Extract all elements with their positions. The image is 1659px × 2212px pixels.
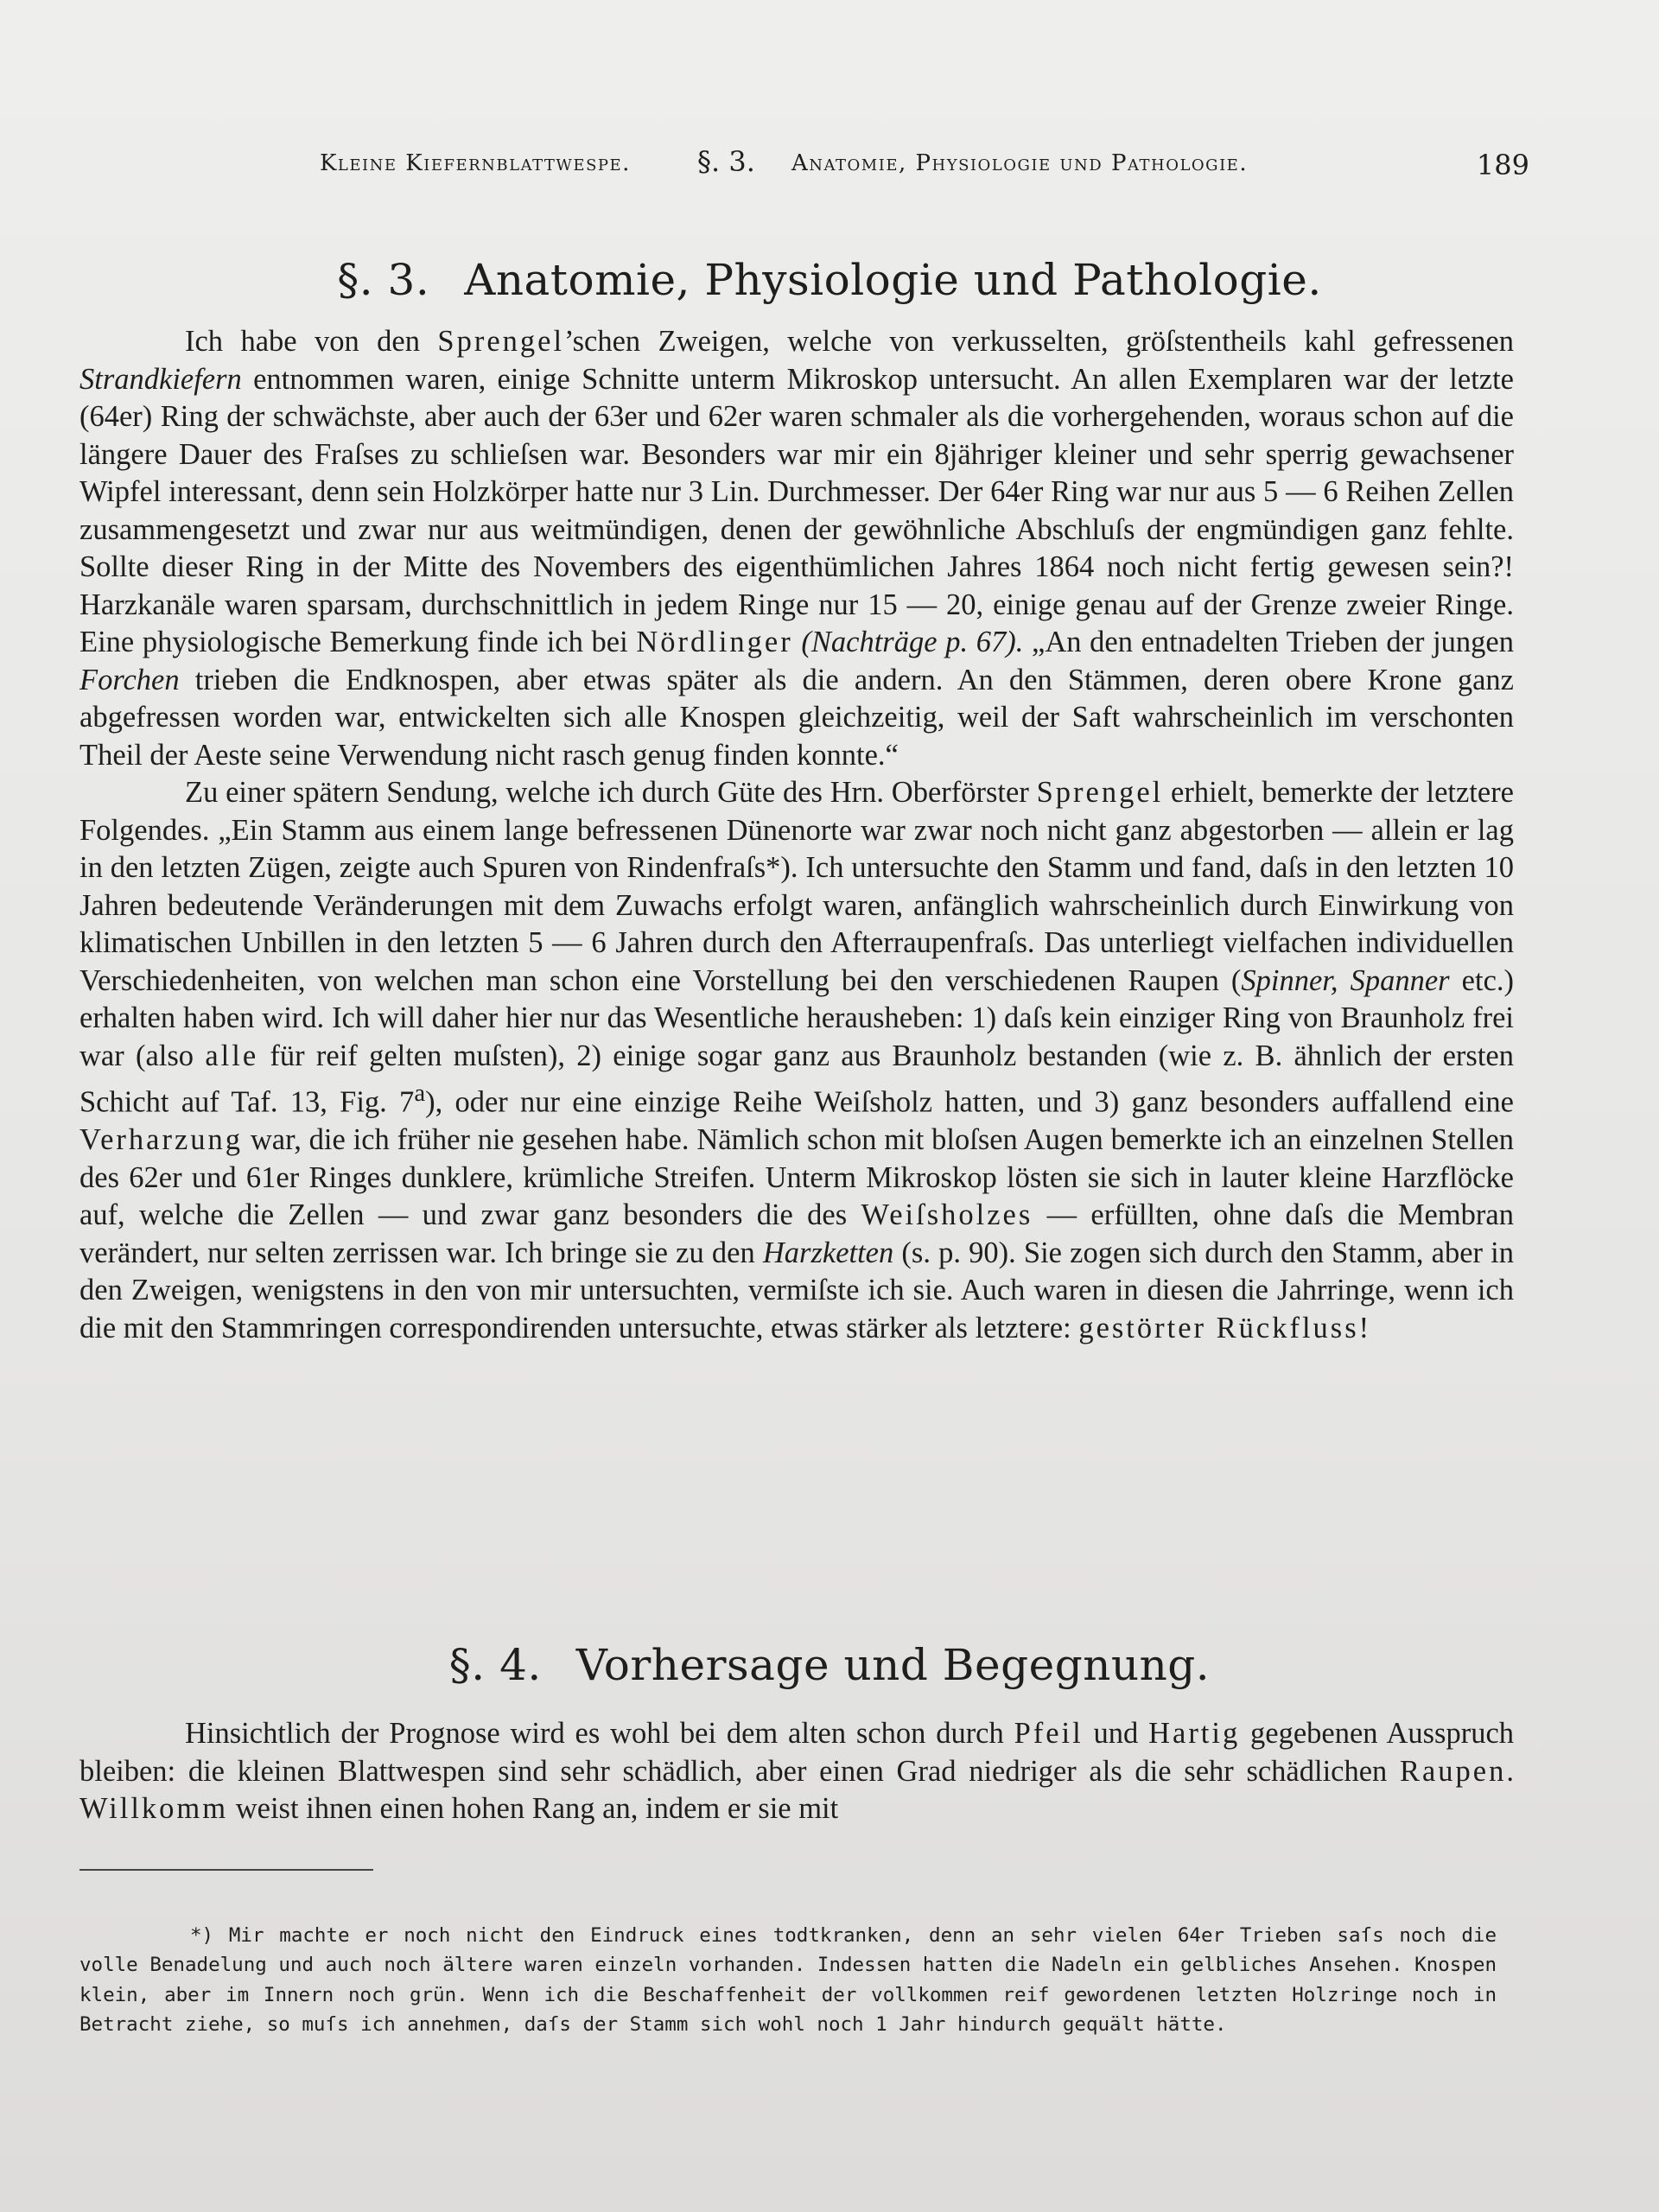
paragraph bbox=[79, 323, 1514, 774]
text-run: erhielt, bemerkte der letztere Folgendes. „Ein Stamm aus einem lange befressenen Dünenorte war zwar noch nicht ganz abgestorben — allein er lag in den letzten Zügen, zeigte auch Spuren von Rindenfraſs*). Ich untersuchte den Stamm und fand, daſs in den letzten 10 Jahren bedeutende Veränderungen mit dem Zuwachs erfolgt waren, anfänglich wahrscheinlich durch Einwirkung von klimatischen Unbillen in den letzten 5 — 6 Jahren durch den Afterraupenfraſs. Das unterliegt vielfachen individuellen Verschiedenheiten, von welchen man schon eine Vorstellung bei den verschiedenen Raupen ( bbox=[79, 776, 1514, 997]
text-run: . bbox=[1506, 1754, 1514, 1788]
running-head-title: Kleine Kiefernblattwespe. bbox=[320, 150, 631, 176]
paragraph bbox=[79, 1715, 1514, 1828]
section-4-heading bbox=[78, 1640, 1581, 1690]
text-run: und bbox=[1083, 1717, 1149, 1750]
text-run bbox=[793, 626, 802, 658]
section-3-body bbox=[79, 323, 1514, 1347]
text-run: war, die ich früher nie gesehen habe. Nämlich schon mit bloſsen Augen bemerkte ich an einzelnen Stellen des 62er und 61er Ringes dunklere, krümliche Streifen. Unterm Mikroskop lösten sie sich in lauter kleine Harzflöcke auf, welche die Zellen — und zwar ganz besonders die des bbox=[79, 1123, 1514, 1231]
italic-term: Forchen bbox=[79, 663, 180, 696]
italic-term: Harzketten bbox=[762, 1236, 894, 1269]
section-3-title: Anatomie, Physiologie und Pathologie. bbox=[464, 255, 1322, 305]
italic-term: Strandkiefern bbox=[79, 362, 242, 396]
page-number: 189 bbox=[1476, 149, 1529, 181]
text-run: ! bbox=[1358, 1311, 1370, 1344]
italic-term: Spinner, Spanner bbox=[1241, 963, 1450, 997]
spaced-name: Sprengel bbox=[1036, 776, 1164, 809]
superscript: a bbox=[414, 1079, 426, 1107]
section-4-body bbox=[79, 1715, 1514, 1828]
spaced-word: Verharzung bbox=[79, 1123, 244, 1156]
text-run: ), oder nur eine einzige Reihe Weiſsholz hatten, und 3) ganz besonders auffallend eine bbox=[425, 1085, 1515, 1119]
paragraph bbox=[79, 774, 1514, 1347]
text-run: für reif gelten muſsten), 2) einige sogar ganz aus Braunholz bestanden (wie z. B. ähnlich der ersten Schicht auf Taf. 13, Fig. 7 bbox=[79, 1039, 1514, 1119]
section-3-heading bbox=[78, 255, 1581, 305]
text-run: Zu einer spätern Sendung, welche ich durch Güte des Hrn. Oberförster bbox=[185, 776, 1037, 809]
spaced-name: Sprengel bbox=[437, 325, 565, 358]
text-run: (s. p. 90). Sie zogen sich durch den Stamm, aber in den Zweigen, wenigstens in den von mir untersuchten, vermiſste ich sie. Auch waren in diesen die Jahrringe, wenn ich die mit den Stammringen correspondirenden untersuchte, etwas stärker als letztere: bbox=[79, 1236, 1515, 1344]
running-head-section: §. 3. bbox=[697, 145, 755, 178]
spaced-word: alle bbox=[205, 1039, 259, 1072]
spaced-word: Raupen bbox=[1399, 1754, 1507, 1788]
text-run: etc.) erhalten haben wird. Ich will daher hier nur das Wesentliche herausheben: 1) daſs kein einziger Ring von Braunholz frei war (also bbox=[79, 963, 1514, 1072]
footnote-divider bbox=[79, 1869, 373, 1871]
text-run: gegebenen Ausspruch bleiben: die kleinen Blattwespen sind sehr schädlich, aber einen Grad niedriger als die sehr schädlichen bbox=[79, 1717, 1515, 1788]
spaced-name: Pfeil bbox=[1014, 1717, 1084, 1750]
text-run: Ich habe von den bbox=[185, 325, 438, 358]
text-run: ’schen Zweigen, welche von verkusselten, gröſstentheils kahl gefressenen bbox=[564, 325, 1514, 358]
spaced-word: Weiſsholzes bbox=[861, 1198, 1033, 1231]
spaced-name: Nördlinger bbox=[636, 626, 793, 658]
text-run: entnommen waren, einige Schnitte unterm Mikroskop untersucht. An allen Exemplaren war der letzte (64er) Ring der schwächste, aber auch der 63er und 62er waren schmaler als die vorhergehenden, woraus schon auf die längere Dauer des Fraſses zu schlieſsen war. Besonders war mir ein 8jähriger kleiner und sehr sperrig gewachsener Wipfel interessant, denn sein Holzkörper hatte nur 3 Lin. Durchmesser. Der 64er Ring war nur aus 5 — 6 Reihen Zellen zusammengesetzt und zwar nur aus weitmündigen, denen der gewöhnliche Abschluſs der engmündigen ganz fehlte. Sollte dieser Ring in der Mitte des Novembers des eigenthümlichen Jahres 1864 noch nicht fertig gewesen sein?! Harzkanäle waren sparsam, durchschnittlich in jedem Ringe nur 15 — 20, einige genau auf der Grenze zweier Ringe. Eine physiologische Bemerkung finde ich bei bbox=[79, 362, 1514, 658]
running-head-subject: Anatomie, Physiologie und Pathologie. bbox=[791, 150, 1249, 176]
spaced-name: Willkomm bbox=[79, 1792, 229, 1825]
text-run: — erfüllten, ohne daſs die Membran verändert, nur selten zerrissen war. Ich bringe sie zu den bbox=[79, 1198, 1514, 1269]
text-run: Hinsichtlich der Prognose wird es wohl bei dem alten schon durch bbox=[185, 1717, 1014, 1750]
running-head bbox=[320, 145, 1529, 183]
spaced-phrase: gestörter Rückfluss bbox=[1078, 1311, 1359, 1344]
italic-citation: (Nachträge p. 67). bbox=[801, 626, 1024, 658]
text-run: „An den entnadelten Trieben der jungen bbox=[1023, 626, 1514, 658]
footnote: *) Mir machte er noch nicht den Eindruck eines todtkranken, denn an sehr vielen 64er Trieben saſs noch die volle Benadelung und auch noch ältere waren einzeln vorhanden. Indessen hatten die Nadeln ein gelbliches Ansehen. Knospen klein, aber im Innern noch grün. Wenn ich die Beschaffenheit der vollkommen reif gewordenen letzten Holzringe noch in Betracht ziehe, so muſs ich annehmen, daſs der Stamm sich wohl noch 1 Jahr hindurch gequält hätte. bbox=[79, 1923, 1497, 2036]
spaced-name: Hartig bbox=[1148, 1717, 1241, 1750]
text-run: trieben die Endknospen, aber etwas später als die andern. An den Stämmen, deren obere Krone ganz abgefressen worden war, entwickelten sich alle Knospen gleichzeitig, weil der Saft wahrscheinlich im verschonten Theil der Aeste seine Verwendung nicht rasch genug finden konnte.“ bbox=[79, 663, 1514, 772]
section-4-title: Vorhersage und Begegnung. bbox=[575, 1640, 1211, 1690]
text-run: weist ihnen einen hohen Rang an, indem er sie mit bbox=[228, 1792, 839, 1825]
section-4-number: §. 4. bbox=[448, 1640, 542, 1690]
section-3-number: §. 3. bbox=[337, 255, 430, 305]
